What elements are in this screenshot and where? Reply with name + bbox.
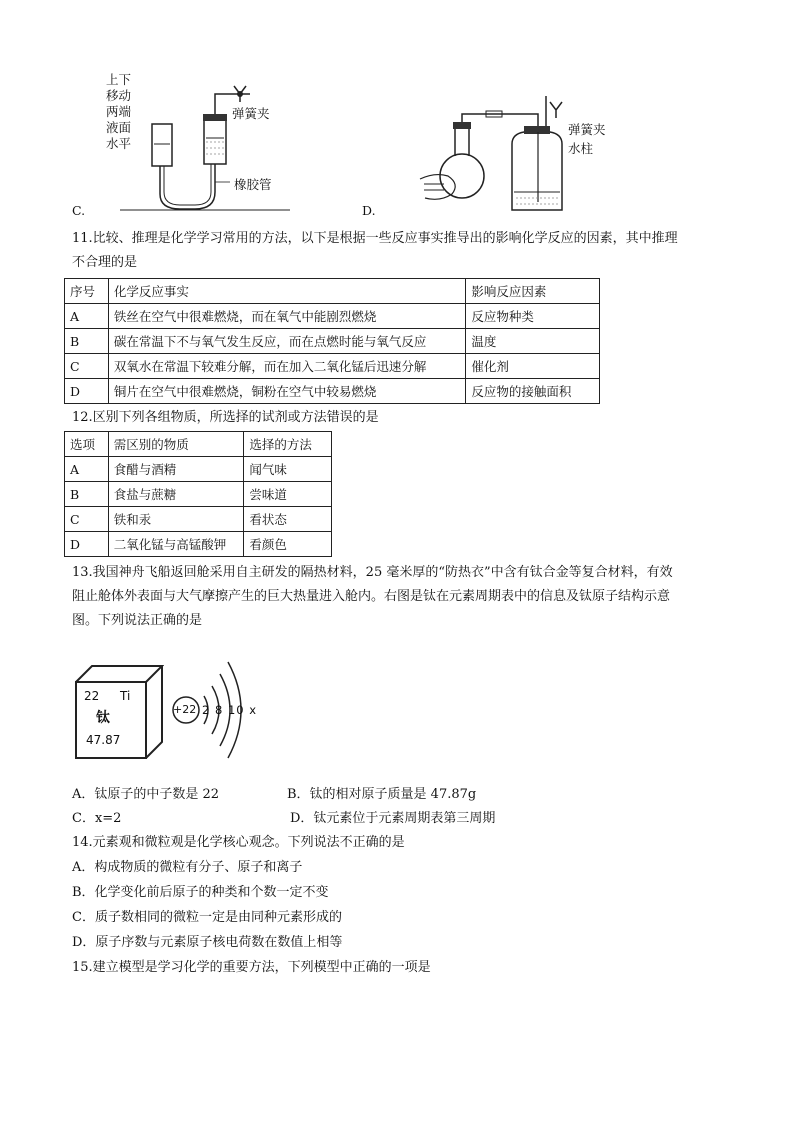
table-cell: B	[65, 329, 109, 354]
table-header-cell: 需区别的物质	[108, 432, 244, 457]
q15-stem: 15.建立模型是学习化学的重要方法，下列模型中正确的一项是	[72, 960, 431, 975]
table-cell: 闻气味	[244, 457, 332, 482]
table-header-cell: 序号	[65, 279, 109, 304]
table-cell: D	[65, 379, 109, 404]
q14-stem: 14.元素观和微粒观是化学核心观念。下列说法不正确的是	[72, 835, 405, 850]
table-header-row	[65, 432, 332, 457]
element-mass: 47.87	[86, 733, 121, 747]
table-cell: 尝味道	[244, 482, 332, 507]
table-row	[65, 457, 332, 482]
q13-stem-line3: 图。下列说法正确的是	[72, 613, 203, 628]
table-row	[65, 379, 600, 404]
q13-option-a: A．钛原子的中子数是 22	[72, 787, 220, 802]
q12-table	[64, 431, 332, 557]
figure-d	[400, 84, 630, 216]
table-cell: 反应物种类	[466, 304, 600, 329]
table-cell: 反应物的接触面积	[466, 379, 600, 404]
shell-electrons: 2 8 10 x	[202, 703, 258, 717]
q12-stem: 12.区别下列各组物质，所选择的试剂或方法错误的是	[72, 410, 379, 425]
table-cell: 看颜色	[244, 532, 332, 557]
table-cell: 温度	[466, 329, 600, 354]
q14-option-b: B．化学变化前后原子的种类和个数一定不变	[72, 885, 329, 900]
table-cell: 看状态	[244, 507, 332, 532]
table-row	[65, 482, 332, 507]
table-header-cell: 选择的方法	[244, 432, 332, 457]
element-name: 钛	[96, 710, 110, 726]
table-cell: 催化剂	[466, 354, 600, 379]
q14-option-c: C．质子数相同的微粒一定是由同种元素形成的	[72, 910, 342, 925]
table-cell: C	[65, 354, 109, 379]
table-cell: A	[65, 457, 109, 482]
nucleus-charge: +22	[173, 703, 197, 716]
table-cell: A	[65, 304, 109, 329]
table-cell: 铁丝在空气中很难燃烧，而在氧气中能剧烈燃烧	[108, 304, 465, 329]
table-row	[65, 304, 600, 329]
q14-option-a: A．构成物质的微粒有分子、原子和离子	[72, 860, 303, 875]
table-cell: 食醋与酒精	[108, 457, 244, 482]
q13-option-c: C．x=2	[72, 811, 122, 826]
atom-structure	[168, 650, 268, 770]
figure-c	[100, 64, 300, 216]
figure-c-tube-label: 橡胶管	[234, 177, 272, 192]
table-row	[65, 354, 600, 379]
q13-stem-line2: 阻止舱体外表面与大气摩擦产生的巨大热量进入舱内。右图是钛在元素周期表中的信息及钛原子结构示意	[72, 589, 671, 604]
table-cell: 二氧化锰与高锰酸钾	[108, 532, 244, 557]
element-number: 22	[84, 689, 100, 703]
table-cell: D	[65, 532, 109, 557]
element-card	[74, 660, 164, 760]
figure-c-left-label: 上下 移动 两端 液面 水平	[106, 72, 132, 151]
table-row	[65, 532, 332, 557]
table-header-cell: 选项	[65, 432, 109, 457]
figure-c-clamp-label: 弹簧夹	[232, 106, 270, 121]
table-row	[65, 507, 332, 532]
q13-option-b: B．钛的相对原子质量是 47.87g	[287, 787, 477, 802]
table-row	[65, 329, 600, 354]
figure-d-column-label: 水柱	[568, 141, 594, 156]
flask-bottle-apparatus	[400, 84, 630, 216]
q11-table	[64, 278, 600, 404]
table-cell: 铁和汞	[108, 507, 244, 532]
table-header-cell: 化学反应事实	[108, 279, 465, 304]
table-cell: 碳在常温下不与氧气发生反应，而在点燃时能与氧气反应	[108, 329, 465, 354]
element-symbol: Ti	[120, 689, 131, 703]
table-cell: C	[65, 507, 109, 532]
figure-d-option: D.	[362, 203, 376, 218]
table-cell: 铜片在空气中很难燃烧，铜粉在空气中较易燃烧	[108, 379, 465, 404]
table-cell: 双氧水在常温下较难分解，而在加入二氧化锰后迅速分解	[108, 354, 465, 379]
figure-c-option: C.	[72, 203, 86, 218]
q14-option-d: D．原子序数与元素原子核电荷数在数值上相等	[72, 935, 343, 950]
q13-stem-line1: 13.我国神舟飞船返回舱采用自主研发的隔热材料，25 毫米厚的“防热衣”中含有钛合金等复合材料，有效	[72, 565, 673, 580]
q11-stem-line1: 11.比较、推理是化学学习常用的方法，以下是根据一些反应事实推导出的影响化学反应的因素，其中推理	[72, 231, 678, 246]
table-cell: B	[65, 482, 109, 507]
figure-d-clamp-label: 弹簧夹	[568, 122, 606, 137]
table-header-cell: 影响反应因素	[466, 279, 600, 304]
q13-option-d: D．钛元素位于元素周期表第三周期	[290, 811, 496, 826]
u-tube-apparatus	[100, 64, 300, 216]
table-cell: 食盐与蔗糖	[108, 482, 244, 507]
table-header-row	[65, 279, 600, 304]
q11-stem-line2: 不合理的是	[72, 255, 138, 270]
